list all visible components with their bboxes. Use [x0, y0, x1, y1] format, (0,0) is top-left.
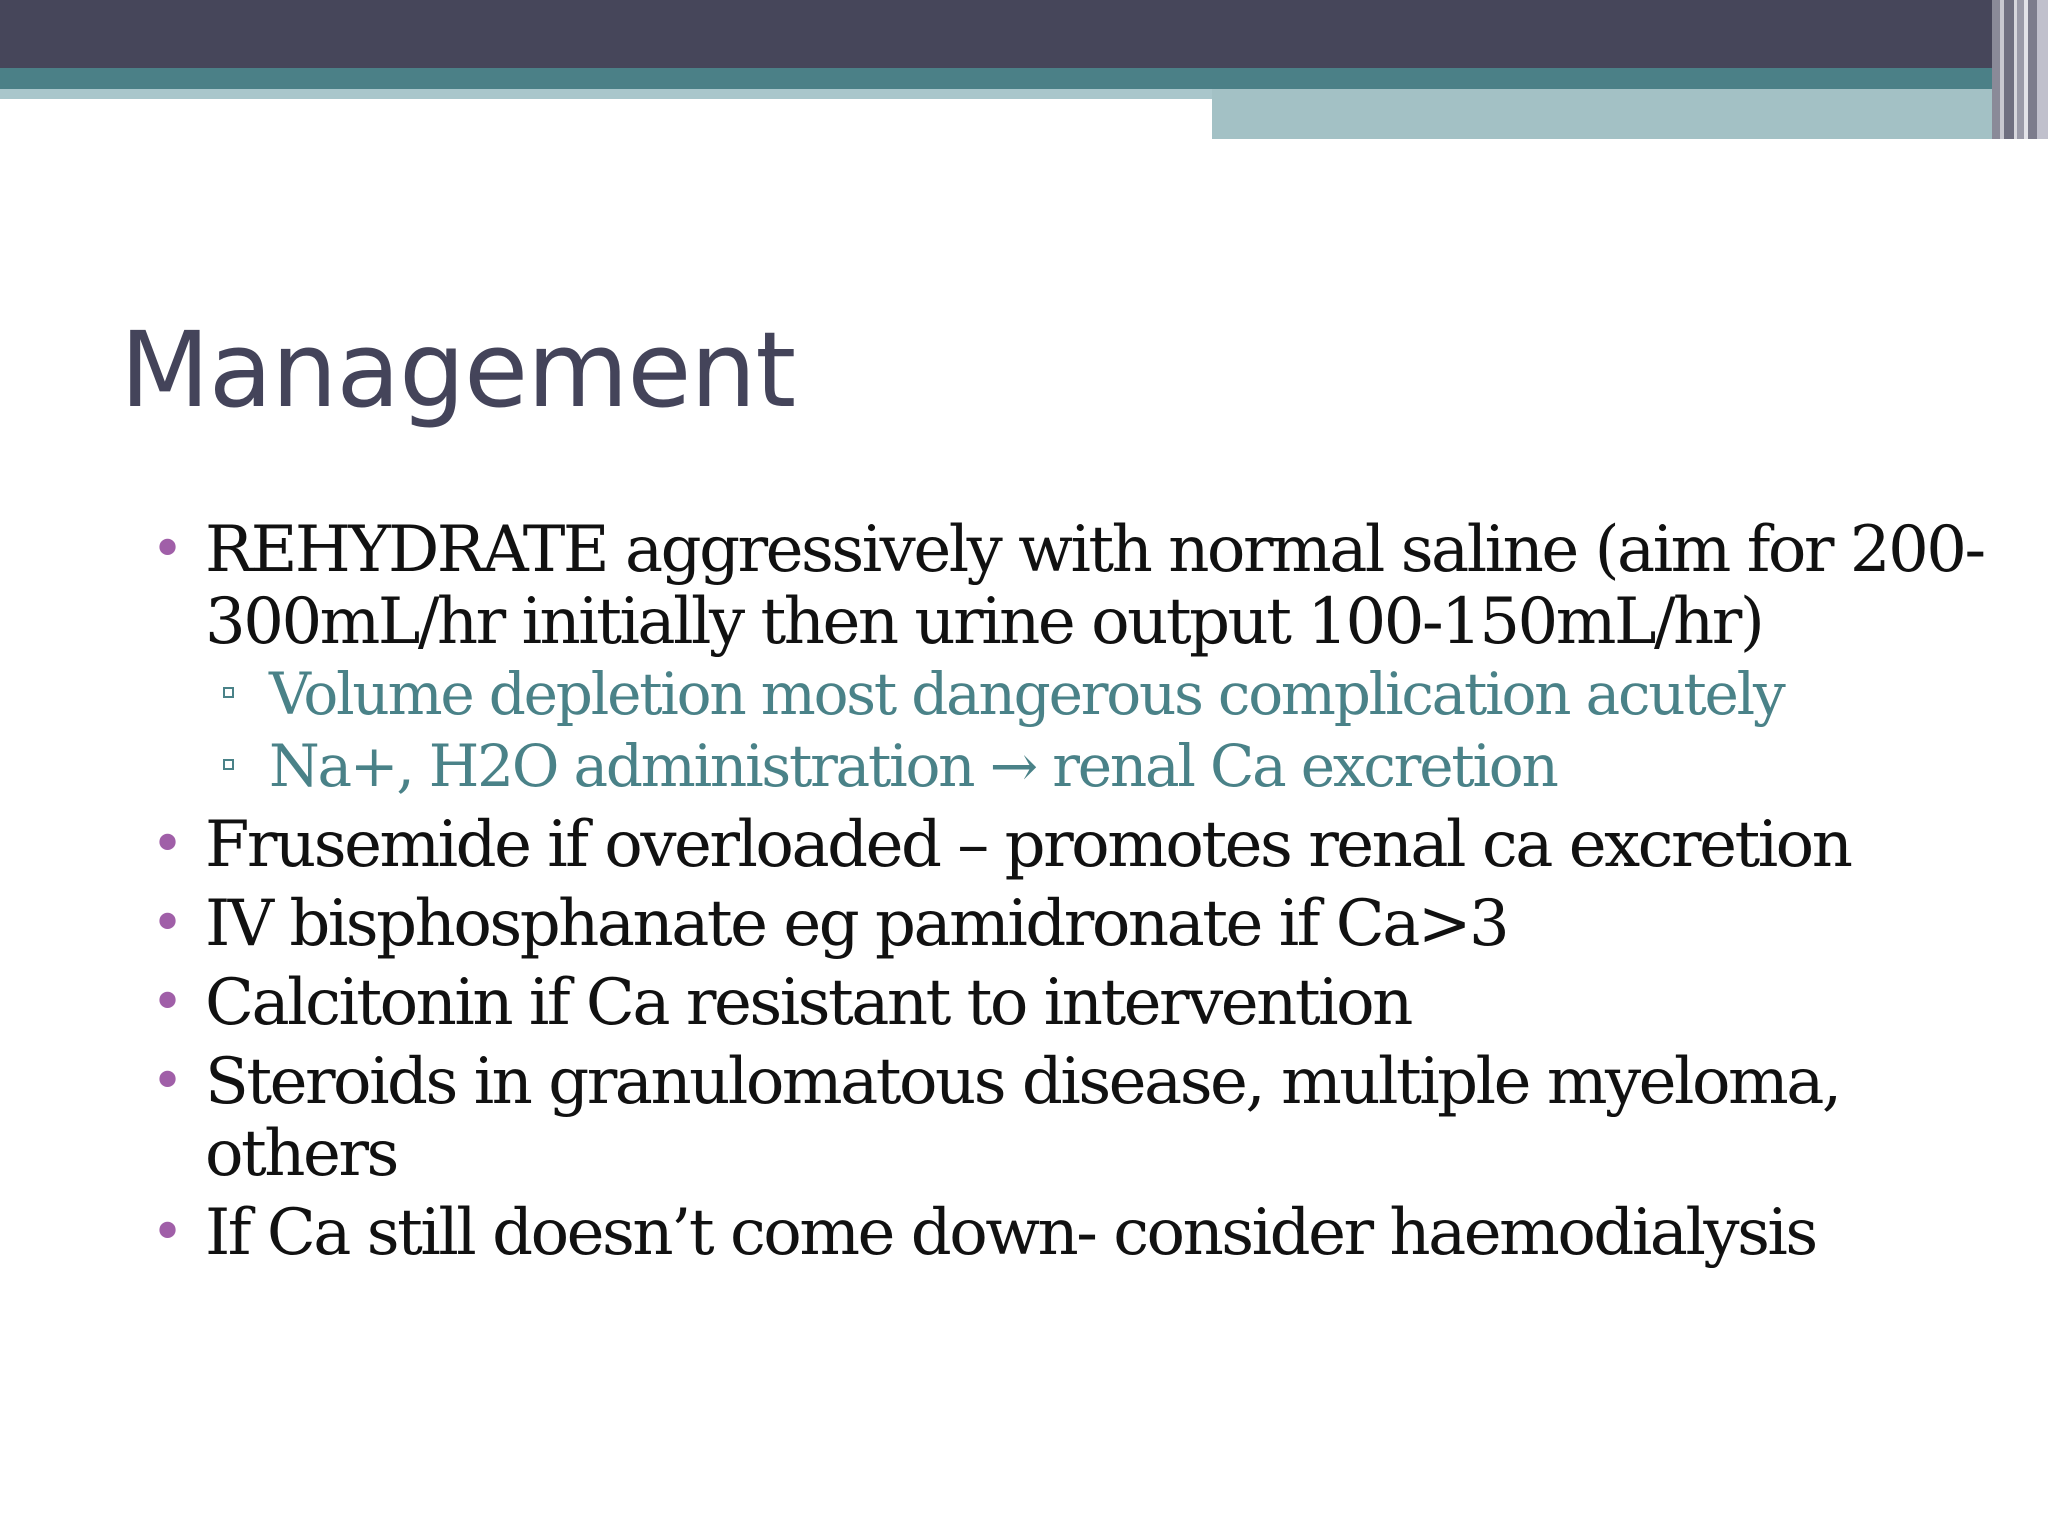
bullet-dot-icon: •	[151, 517, 185, 582]
bullet-text: If Ca still doesn’t come down- consider haemodialysis	[205, 1196, 1816, 1270]
bullet-item	[145, 967, 2005, 1039]
bullet-item	[145, 809, 2005, 881]
bullet-dot-icon: •	[151, 1200, 185, 1265]
header-pale-bar-right	[1212, 89, 2048, 139]
header-stripes	[1992, 0, 2048, 139]
header-teal-bar	[0, 68, 2048, 89]
bullet-text: Calcitonin if Ca resistant to intervention	[205, 966, 1411, 1040]
sub-bullet-text: Volume depletion most dangerous complication acutely	[269, 660, 1784, 728]
square-bullet-icon	[223, 687, 234, 698]
bullet-dot-icon: •	[151, 970, 185, 1035]
bullet-item	[145, 888, 2005, 960]
sub-bullet-text: Na+, H2O administration → renal Ca excretion	[269, 732, 1557, 800]
sub-bullet-item	[205, 658, 2005, 730]
header-pale-bar-left	[0, 89, 1212, 99]
bullet-dot-icon: •	[151, 812, 185, 877]
bullet-dot-icon: •	[151, 1049, 185, 1114]
bullet-dot-icon: •	[151, 891, 185, 956]
bullet-item	[145, 1046, 2005, 1190]
bullet-list	[145, 514, 2005, 1269]
sub-bullet-list	[205, 658, 2005, 802]
sub-bullet-item	[205, 730, 2005, 802]
bullet-text: Steroids in granulomatous disease, multiple myeloma, others	[205, 1045, 1840, 1191]
square-bullet-icon	[223, 759, 234, 770]
bullet-item	[145, 514, 2005, 802]
header-dark-bar	[0, 0, 2048, 68]
bullet-item	[145, 1197, 2005, 1269]
bullet-text: REHYDRATE aggressively with normal saline (aim for 200-300mL/hr initially then urine output 100-150mL/hr)	[205, 513, 1984, 659]
slide-body	[145, 514, 2005, 1276]
bullet-text: IV bisphosphanate eg pamidronate if Ca>3	[205, 887, 1508, 961]
bullet-text: Frusemide if overloaded – promotes renal ca excretion	[205, 808, 1851, 882]
slide-title: Management	[120, 309, 796, 431]
